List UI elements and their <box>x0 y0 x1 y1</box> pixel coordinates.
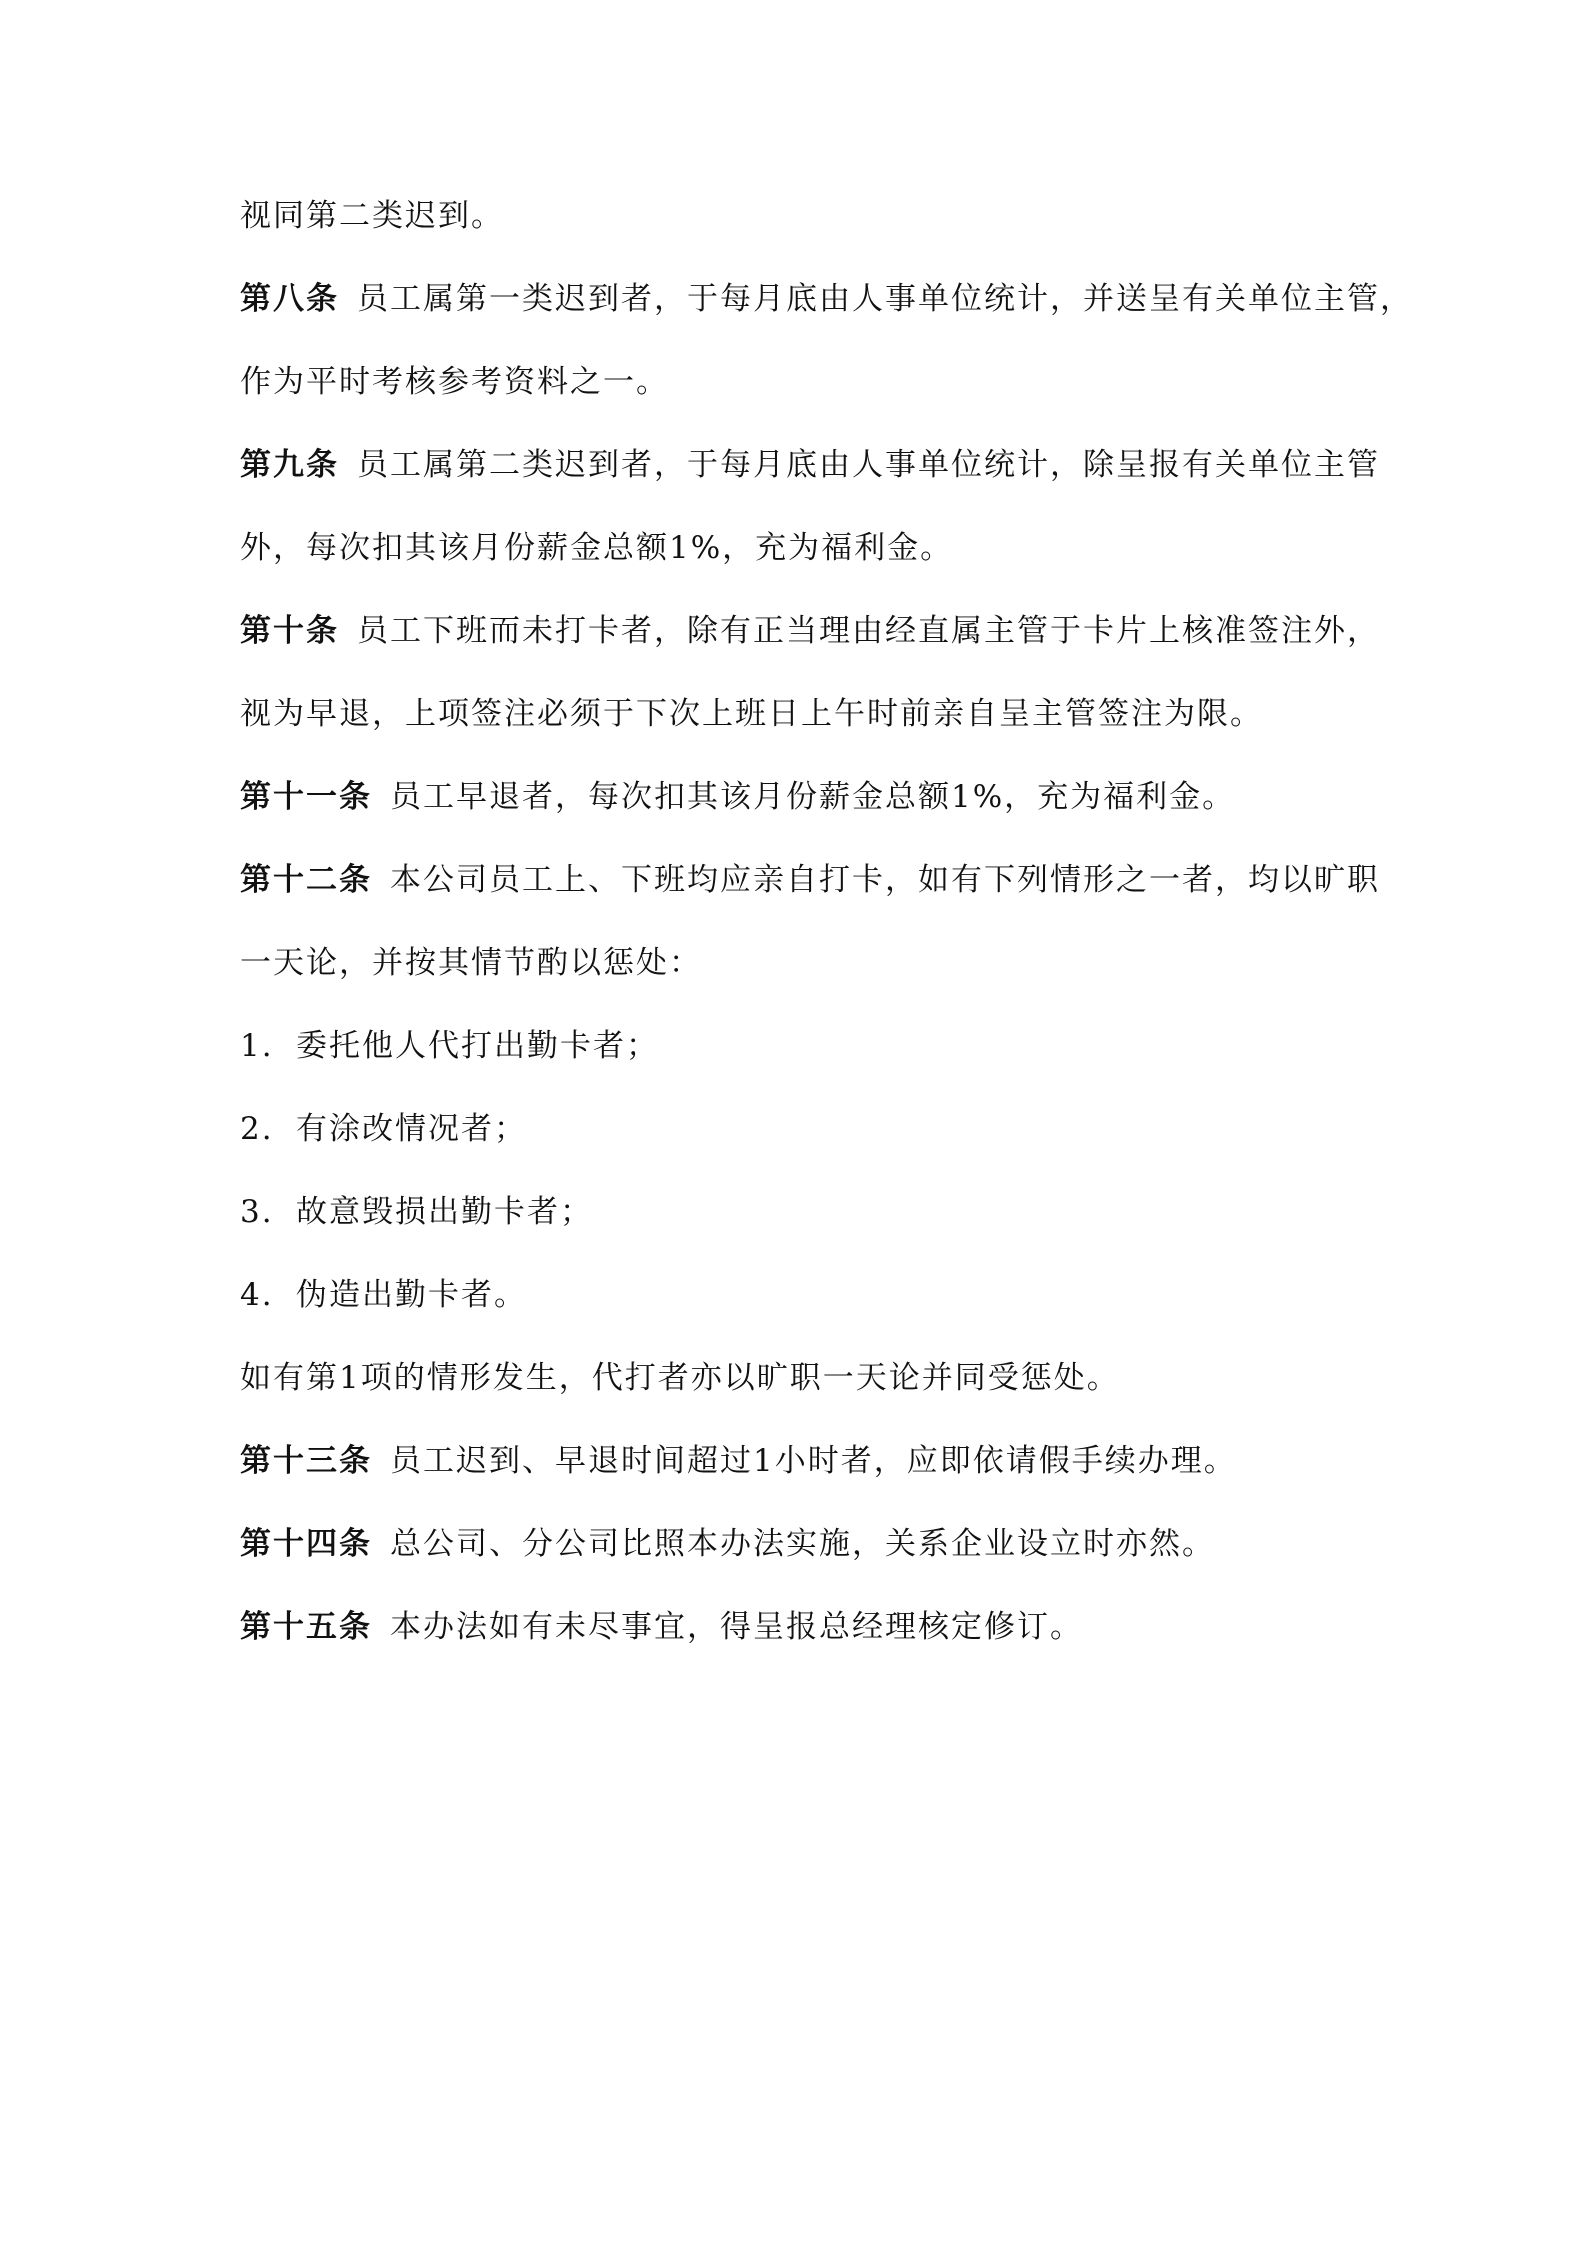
text-line <box>240 943 702 983</box>
article-10 <box>240 611 1380 651</box>
article-8 <box>240 279 1413 319</box>
article-text: 员工下班而未打卡者，除有正当理由经直属主管于卡片上核准签注外， <box>357 613 1380 649</box>
list-number: 2. <box>240 1111 274 1147</box>
article-text: 总公司、分公司比照本办法实施，关系企业设立时亦然。 <box>390 1526 1215 1562</box>
article-13 <box>240 1441 1237 1481</box>
line-text: 外，每次扣其该月份薪金总额1%，充为福利金。 <box>240 530 954 566</box>
line-text: 一天论，并按其情节酌以惩处： <box>240 945 702 981</box>
article-12 <box>240 860 1380 900</box>
article-label: 第十一条 <box>240 779 372 815</box>
article-text: 员工迟到、早退时间超过1小时者，应即依请假手续办理。 <box>390 1443 1237 1479</box>
article-text: 本公司员工上、下班均应亲自打卡，如有下列情形之一者，均以旷职 <box>390 862 1380 898</box>
article-text: 本办法如有未尽事宜，得呈报总经理核定修订。 <box>390 1609 1083 1645</box>
article-text: 员工属第一类迟到者，于每月底由人事单位统计，并送呈有关单位主管， <box>357 281 1413 317</box>
line-text: 视为早退，上项签注必须于下次上班日上午时前亲自呈主管签注为限。 <box>240 696 1263 732</box>
list-number: 1. <box>240 1028 274 1064</box>
article-label: 第十三条 <box>240 1443 372 1479</box>
list-text: 故意毁损出勤卡者； <box>296 1194 593 1230</box>
text-line <box>240 528 953 568</box>
article-label: 第九条 <box>240 447 339 483</box>
list-text: 伪造出勤卡者。 <box>296 1277 527 1313</box>
article-text: 员工属第二类迟到者，于每月底由人事单位统计，除呈报有关单位主管 <box>357 447 1380 483</box>
line-text: 视同第二类迟到。 <box>240 198 504 234</box>
article-label: 第十四条 <box>240 1526 372 1562</box>
text-line <box>240 196 504 236</box>
list-number: 4. <box>240 1277 274 1313</box>
article-text: 员工早退者，每次扣其该月份薪金总额1%，充为福利金。 <box>390 779 1236 815</box>
text-line <box>240 1358 1120 1398</box>
list-number: 3. <box>240 1194 274 1230</box>
text-line <box>240 362 669 402</box>
list-item <box>240 1275 527 1315</box>
list-text: 委托他人代打出勤卡者； <box>296 1028 659 1064</box>
article-9 <box>240 445 1380 485</box>
article-15 <box>240 1607 1083 1647</box>
list-text: 有涂改情况者； <box>296 1111 527 1147</box>
line-text: 如有第1项的情形发生，代打者亦以旷职一天论并同受惩处。 <box>240 1360 1120 1396</box>
article-11 <box>240 777 1235 817</box>
text-line <box>240 694 1263 734</box>
article-label: 第十二条 <box>240 862 372 898</box>
article-label: 第八条 <box>240 281 339 317</box>
list-item <box>240 1109 527 1149</box>
list-item <box>240 1026 659 1066</box>
article-label: 第十条 <box>240 613 339 649</box>
article-14 <box>240 1524 1215 1564</box>
line-text: 作为平时考核参考资料之一。 <box>240 364 669 400</box>
list-item <box>240 1192 593 1232</box>
article-label: 第十五条 <box>240 1609 372 1645</box>
